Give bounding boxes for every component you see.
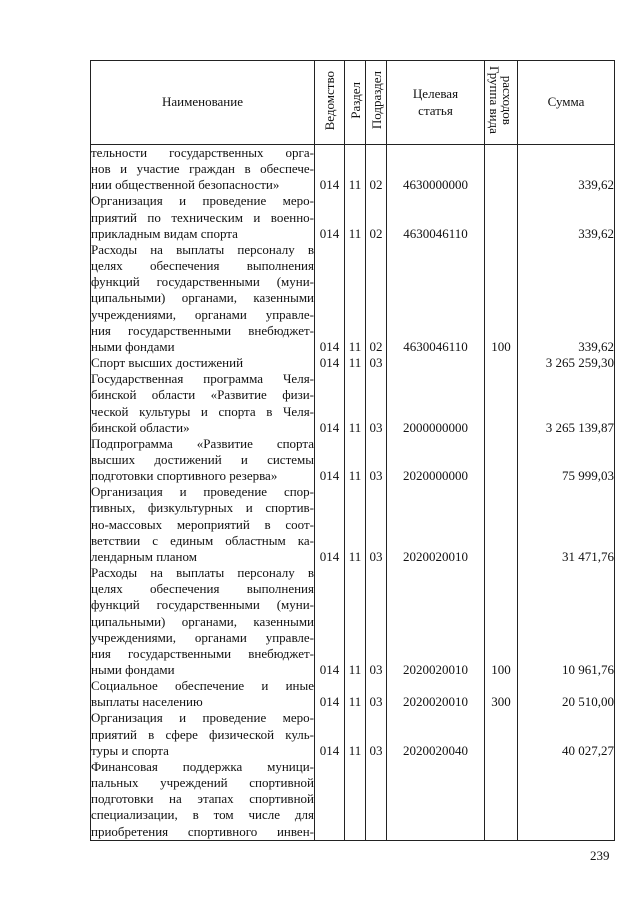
header-sum: Сумма [518,61,615,145]
row-name-line: туры и спорта [91,742,169,758]
row-name-line: Организация и проведение меро- [91,710,314,726]
row-expense-group [485,145,518,194]
row-podrazdel: 03 [366,678,387,710]
row-name-line: учреждениями, органами управле- [91,629,314,645]
row-target-article: 2000000000 [387,371,485,436]
row-vedomstvo [315,759,345,840]
row-name [91,436,315,484]
row-name-line: высших достижений и системы [91,451,314,467]
header-vedomstvo: Ведомство [315,61,345,145]
row-name-line: Расходы на выплаты персоналу в [91,565,314,581]
row-name [91,759,315,840]
row-name-line: Финансовая поддержка муници- [91,758,314,774]
row-target-article: 4630000000 [387,145,485,194]
row-expense-group: 300 [485,678,518,710]
header-target-article: Целевая статья [387,61,485,145]
row-name-line: выплаты населению [91,694,203,710]
row-name-line: нов и участие граждан в обеспече- [91,161,314,177]
row-sum: 3 265 259,30 [518,355,615,371]
row-name-line: Государственная программа Челя- [91,371,314,387]
row-podrazdel: 02 [366,193,387,241]
row-razdel: 11 [345,678,366,710]
row-sum: 10 961,76 [518,565,615,678]
header-name: Наименование [91,61,315,145]
header-razdel: Раздел [345,61,366,145]
row-name-line: учреждениями, органами управле- [91,306,314,322]
row-name-line: приятий по техническим и военно- [91,209,314,225]
row-name-line: Организация и проведение спор- [91,484,314,500]
row-target-article: 2020000000 [387,436,485,484]
row-sum: 75 999,03 [518,436,615,484]
table-row [91,355,615,371]
row-razdel: 11 [345,242,366,355]
row-razdel: 11 [345,371,366,436]
row-name-line: Расходы на выплаты персоналу в [91,241,314,257]
row-vedomstvo: 014 [315,242,345,355]
row-name-line: Подпрограмма «Развитие спорта [91,435,314,451]
row-name-line: пальных учреждений спортивной [91,775,314,791]
row-target-article: 2020020040 [387,710,485,758]
row-name [91,710,315,758]
table-row [91,242,615,355]
row-name-line: приятий в сфере физической куль- [91,726,314,742]
row-name-line: лендарным планом [91,548,197,564]
row-expense-group [485,759,518,840]
row-razdel: 11 [345,710,366,758]
row-name-line: ветствии с единым областным ка- [91,532,314,548]
budget-table [90,60,615,841]
table-row [91,710,615,758]
row-vedomstvo: 014 [315,193,345,241]
row-name [91,355,315,371]
row-name-line: подготовки на этапах спортивной [91,791,314,807]
row-target-article: 2020020010 [387,565,485,678]
row-name-line: Социальное обеспечение и иные [91,678,314,694]
row-name-line: Организация и проведение меро- [91,193,314,209]
row-expense-group: 100 [485,565,518,678]
row-podrazdel [366,759,387,840]
row-name-line: тивных, физкультурных и спортив- [91,500,314,516]
row-vedomstvo: 014 [315,484,345,565]
row-name [91,484,315,565]
row-name-line: бинской области» [91,419,190,435]
table-row [91,436,615,484]
header-expense-group: Группа вида расходов [485,61,518,145]
row-name-line: но-массовых мероприятий в соот- [91,516,314,532]
row-name-line: ния государственными внебюджет- [91,645,314,661]
table-row [91,484,615,565]
table-row [91,193,615,241]
row-expense-group [485,193,518,241]
row-razdel: 11 [345,355,366,371]
row-podrazdel: 03 [366,371,387,436]
row-name-line: тельности государственных орга- [91,145,314,160]
row-sum: 339,62 [518,145,615,194]
row-name-line: бинской области «Развитие физи- [91,387,314,403]
row-podrazdel: 03 [366,484,387,565]
row-name-line: ными фондами [91,338,175,354]
row-name [91,145,315,194]
row-name-line: целях обеспечения выполнения [91,258,314,274]
table-row [91,759,615,840]
row-name [91,678,315,710]
row-vedomstvo: 014 [315,355,345,371]
row-name [91,371,315,436]
table-row [91,678,615,710]
row-expense-group [485,355,518,371]
row-name-line: функций государственными (муни- [91,274,314,290]
row-podrazdel: 03 [366,710,387,758]
row-target-article: 4630046110 [387,242,485,355]
row-sum: 339,62 [518,242,615,355]
row-target-article: 2020020010 [387,678,485,710]
row-sum [518,759,615,840]
table-row [91,145,615,194]
row-razdel: 11 [345,145,366,194]
table-row [91,565,615,678]
row-name-line: приобретения спортивного инвен- [91,823,314,839]
row-target-article [387,355,485,371]
row-sum: 339,62 [518,193,615,241]
row-sum: 40 027,27 [518,710,615,758]
row-razdel: 11 [345,565,366,678]
table-header-row [91,61,615,145]
row-name-line: ческой культуры и спорта в Челя- [91,403,314,419]
row-target-article [387,759,485,840]
row-vedomstvo: 014 [315,436,345,484]
row-name-line: ными фондами [91,662,175,677]
row-name-line: прикладным видам спорта [91,225,238,241]
row-vedomstvo: 014 [315,565,345,678]
row-name-line: нии общественной безопасности» [91,177,280,193]
row-name [91,242,315,355]
row-name-line: Спорт высших достижений [91,355,244,371]
row-vedomstvo: 014 [315,371,345,436]
row-podrazdel: 02 [366,145,387,194]
row-sum: 20 510,00 [518,678,615,710]
row-podrazdel: 03 [366,355,387,371]
row-expense-group [485,436,518,484]
row-sum: 31 471,76 [518,484,615,565]
row-vedomstvo: 014 [315,710,345,758]
row-vedomstvo: 014 [315,678,345,710]
row-name-line: специализации, в том числе для [91,807,314,823]
row-name-line: ципальными) органами, казенными [91,290,314,306]
row-target-article: 2020020010 [387,484,485,565]
row-expense-group [485,371,518,436]
row-razdel: 11 [345,484,366,565]
row-expense-group: 100 [485,242,518,355]
row-name-line: ния государственными внебюджет- [91,322,314,338]
row-expense-group [485,484,518,565]
row-podrazdel: 03 [366,436,387,484]
row-podrazdel: 02 [366,242,387,355]
table-row [91,371,615,436]
row-name [91,193,315,241]
row-name-line: подготовки спортивного резерва» [91,468,278,484]
row-podrazdel: 03 [366,565,387,678]
page-number: 239 [590,848,610,863]
row-name [91,565,315,678]
row-expense-group [485,710,518,758]
row-razdel: 11 [345,193,366,241]
row-vedomstvo: 014 [315,145,345,194]
row-name-line: функций государственными (муни- [91,597,314,613]
header-podrazdel: Подраздел [366,61,387,145]
row-name-line: ципальными) органами, казенными [91,613,314,629]
row-sum: 3 265 139,87 [518,371,615,436]
row-razdel: 11 [345,436,366,484]
row-razdel [345,759,366,840]
row-name-line: целях обеспечения выполнения [91,581,314,597]
row-target-article: 4630046110 [387,193,485,241]
